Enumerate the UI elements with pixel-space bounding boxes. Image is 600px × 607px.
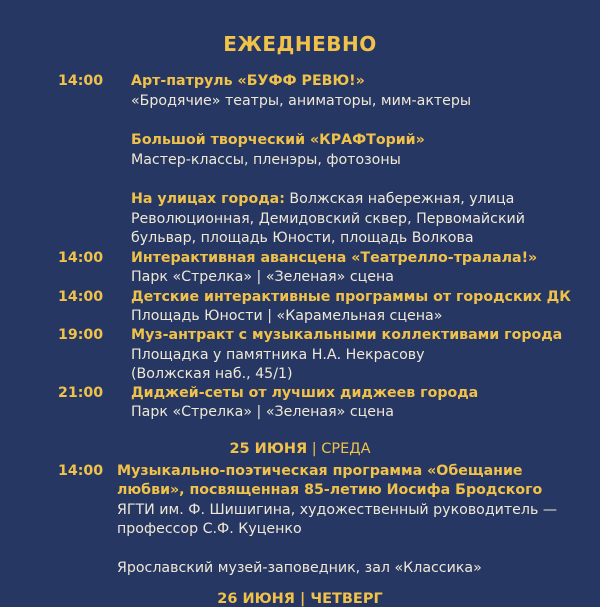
event-title: любви», посвященная 85-летию Иосифа Бродского <box>117 482 543 498</box>
event-title: Муз-антракт с музыкальными коллективами города <box>131 327 563 343</box>
event-description: бульвар, площадь Юности, площадь Волкова <box>131 230 474 246</box>
event-description: (Волжская наб., 45/1) <box>131 366 293 382</box>
event-description: Волжская набережная, улица <box>284 191 515 207</box>
event-time: 14:00 <box>58 463 104 479</box>
date-heading <box>0 441 600 457</box>
event-title: Арт-патруль «БУФФ РЕВЮ!» <box>131 73 365 89</box>
event-description-row <box>131 190 514 210</box>
event-title: Детские интерактивные программы от городских ДК <box>131 289 571 305</box>
weekday-label: СРЕДА <box>321 441 371 457</box>
event-description: ЯГТИ им. Ф. Шишигина, художественный руководитель — <box>117 502 558 518</box>
event-description: Площадь Юности | «Карамельная сцена» <box>131 308 443 324</box>
event-time: 14:00 <box>58 289 104 305</box>
event-description: Площадка у памятника Н.А. Некрасову <box>131 347 425 363</box>
event-description: профессор С.Ф. Куценко <box>117 521 302 537</box>
event-title: Интерактивная авансцена «Театрелло-тралала!» <box>131 250 538 266</box>
date-separator: | <box>307 441 322 457</box>
event-title: Музыкально-поэтическая программа «Обещание <box>117 463 523 479</box>
event-title: На улицах города: <box>131 191 285 207</box>
event-description: Революционная, Демидовский сквер, Первомайский <box>131 211 525 227</box>
event-venue: Ярославский музей-заповедник, зал «Классика» <box>117 560 482 576</box>
section-heading-daily: ЕЖЕДНЕВНО <box>223 32 377 56</box>
date-heading-cut-off: 26 ИЮНЯ | ЧЕТВЕРГ <box>217 591 383 607</box>
event-title: Диджей-сеты от лучших диджеев города <box>131 385 479 401</box>
event-description: Мастер-классы, пленэры, фотозоны <box>131 152 401 168</box>
event-time: 14:00 <box>58 250 104 266</box>
event-description: «Бродячие» театры, аниматоры, мим-актеры <box>131 93 472 109</box>
event-time: 19:00 <box>58 327 104 343</box>
event-description: Парк «Стрелка» | «Зеленая» сцена <box>131 404 394 420</box>
event-time: 14:00 <box>58 73 104 89</box>
event-description: Парк «Стрелка» | «Зеленая» сцена <box>131 269 394 285</box>
event-title: Большой творческий «КРАФТорий» <box>131 132 425 148</box>
event-time: 21:00 <box>58 385 104 401</box>
date-label: 25 ИЮНЯ <box>229 441 308 457</box>
